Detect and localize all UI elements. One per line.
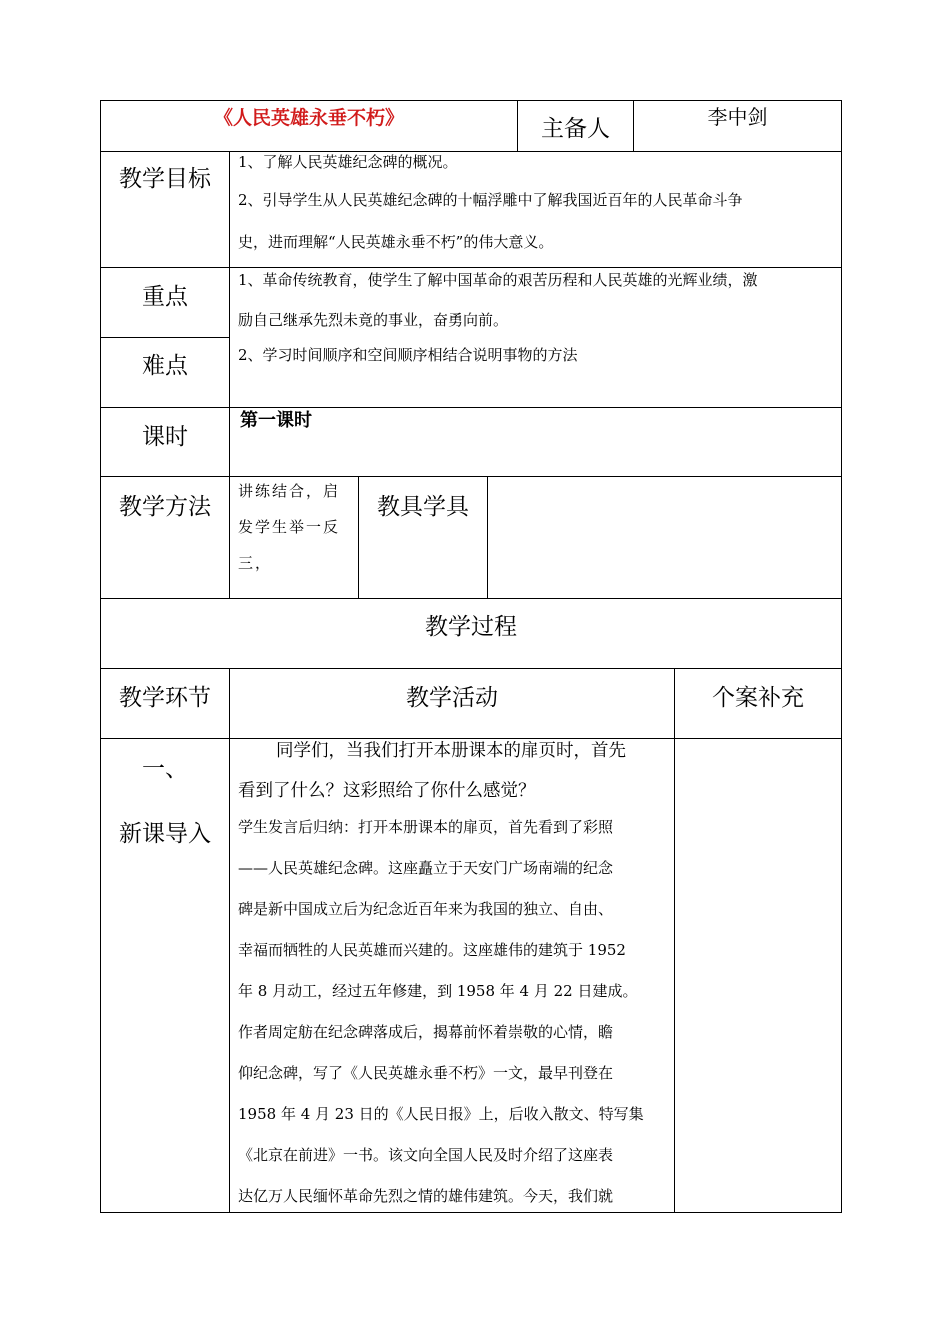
intro-stage-number: 一、	[142, 756, 188, 782]
goals-line-1: 1、了解人民英雄纪念碑的概况。	[238, 153, 458, 171]
col-stage-header: 教学环节	[119, 685, 211, 711]
method-content	[238, 478, 356, 576]
goals-content	[238, 152, 838, 266]
goals-label: 教学目标	[119, 166, 211, 192]
intro-paragraph-line-1: 同学们，当我们打开本册课本的扉页时，首先	[276, 741, 626, 761]
tools-label: 教具学具	[377, 494, 469, 520]
difficulties-label: 难点	[142, 353, 188, 379]
border-supplement	[674, 668, 675, 1213]
intro-paragraph-line-2: 看到了什么？这彩照给了你什么感觉？	[238, 781, 536, 801]
intro-detail-line-3: 碑是新中国成立后为纪念近百年来为我国的独立、自由、	[238, 900, 614, 918]
preparer-name: 李中剑	[707, 105, 768, 129]
goals-line-2: 2、引导学生从人民英雄纪念碑的十幅浮雕中了解我国近百年的人民革命斗争	[238, 191, 743, 209]
period-value: 第一课时	[240, 410, 312, 431]
intro-detail-line-5: 年 8 月动工，经过五年修建，到 1958 年 4 月 22 日建成。	[238, 982, 638, 1000]
intro-detail-line-7: 仰纪念碑，写了《人民英雄永垂不朽》一文，最早刊登在	[238, 1064, 614, 1082]
border-left	[100, 100, 101, 1213]
col-activity-header: 教学活动	[406, 685, 498, 711]
intro-detail-line-4: 幸福而牺牲的人民英雄而兴建的。这座雄伟的建筑于 1952	[238, 941, 626, 959]
method-line-1: 讲练结合，启	[238, 482, 341, 500]
key-points-label: 重点	[142, 284, 188, 310]
intro-detail-line-2: ——人民英雄纪念碑。这座矗立于天安门广场南端的纪念	[238, 859, 614, 877]
key-points-line-1: 1、革命传统教育，使学生了解中国革命的艰苦历程和人民英雄的光辉业绩，激	[238, 271, 758, 289]
col-supplement-header: 个案补充	[712, 685, 804, 711]
intro-detail-line-9: 《北京在前进》一书。该文向全国人民及时介绍了这座表	[238, 1146, 614, 1164]
lesson-title: 《人民英雄永垂不朽》	[213, 107, 404, 129]
method-line-3: 三，	[238, 554, 273, 572]
preparer-label: 主备人	[541, 116, 610, 142]
intro-detail-line-6: 作者周定舫在纪念碑落成后，揭幕前怀着崇敬的心情，瞻	[238, 1023, 614, 1041]
period-label: 课时	[142, 424, 188, 450]
process-title: 教学过程	[425, 614, 517, 640]
intro-detail-line-10: 达亿万人民缅怀革命先烈之情的雄伟建筑。今天，我们就	[238, 1187, 614, 1205]
intro-detail-line-8: 1958 年 4 月 23 日的《人民日报》上，后收入散文、特写集	[238, 1105, 644, 1123]
key-points-content	[238, 268, 838, 367]
border-method-right	[487, 476, 488, 598]
intro-stage-name: 新课导入	[119, 821, 211, 847]
key-points-line-2: 励自己继承先烈未竟的事业，奋勇向前。	[238, 311, 509, 329]
border-row3	[100, 337, 230, 338]
method-line-2: 发学生举一反	[238, 518, 341, 536]
border-row5	[100, 476, 842, 477]
intro-activity	[238, 739, 668, 1214]
lesson-title-cell	[101, 101, 517, 151]
goals-line-3: 史，进而理解“人民英雄永垂不朽”的伟大意义。	[238, 233, 554, 251]
difficulties-line-1: 2、学习时间顺序和空间顺序相结合说明事物的方法	[238, 346, 578, 364]
border-row7	[100, 668, 842, 669]
border-right	[841, 100, 842, 1213]
intro-detail-line-1: 学生发言后归纳：打开本册课本的扉页，首先看到了彩照	[238, 818, 614, 836]
border-col-label	[229, 151, 230, 598]
method-label: 教学方法	[119, 494, 211, 520]
border-col-label-lower	[229, 668, 230, 1213]
border-row6	[100, 598, 842, 599]
